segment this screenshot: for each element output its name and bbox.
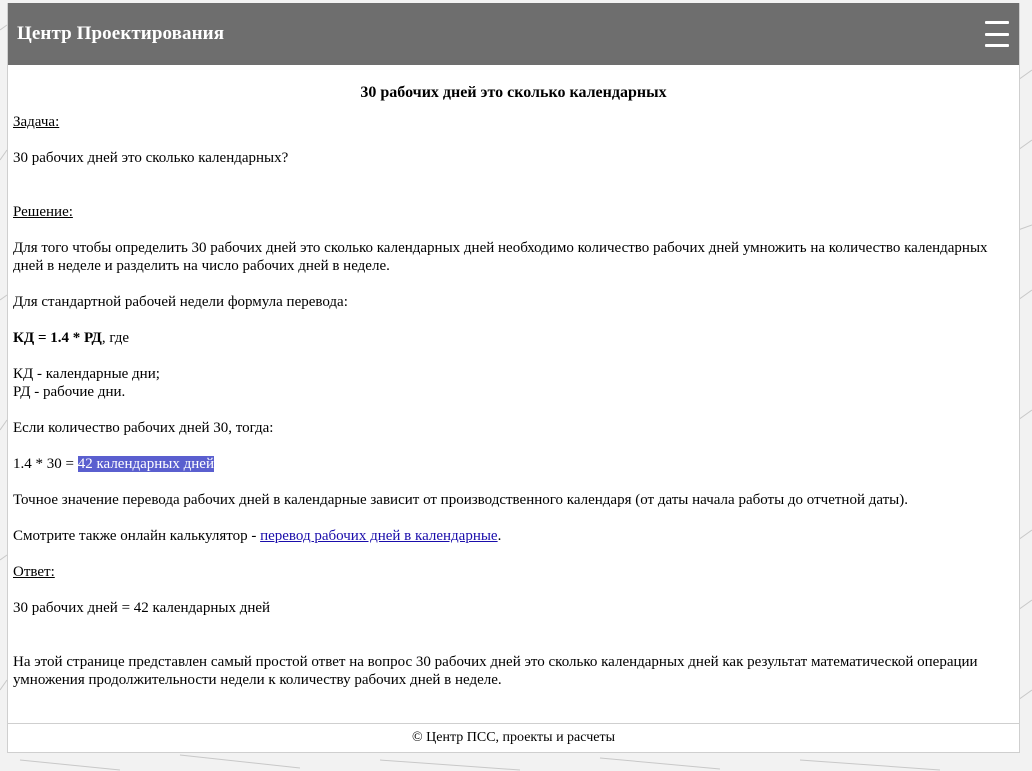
definitions (13, 365, 1014, 401)
page-frame (7, 3, 1020, 753)
task-text: 30 рабочих дней это сколько календарных? (13, 150, 289, 166)
footer-copyright: © Центр ПСС, проекты и расчеты (412, 730, 615, 745)
formula-suffix: , где (101, 330, 130, 346)
solution-label: Решение: (13, 204, 73, 220)
summary-paragraph: На этой странице представлен самый простой ответ на вопрос 30 рабочих дней это сколько календарных дней как результат математической операции умножения продолжительности недели к количеству рабочих дней в неделе. (13, 654, 978, 688)
formula-bold: КД = 1.4 * РД (13, 330, 102, 346)
calc-result-highlight[interactable]: 42 календарных дней (77, 456, 214, 472)
menu-bar (985, 33, 1009, 36)
site-footer (8, 723, 1019, 746)
see-also-line (13, 527, 1014, 545)
calc-prefix: 1.4 * 30 = (13, 456, 78, 472)
calculator-link[interactable]: перевод рабочих дней в календарные (260, 528, 498, 544)
if-condition: Если количество рабочих дней 30, тогда: (13, 420, 274, 436)
site-header (8, 3, 1019, 65)
site-brand[interactable]: Центр Проектирования (17, 23, 225, 44)
exact-note: Точное значение перевода рабочих дней в календарные зависит от производственного календаря (от даты начала работы до отчетной даты). (13, 492, 908, 508)
formula-line (13, 329, 1014, 347)
solution-paragraph: Для того чтобы определить 30 рабочих дней это сколько календарных дней необходимо количество рабочих дней умножить на количество календарных дней в неделе и разделить на число рабочих дней в неделе. (13, 240, 988, 274)
page-title: 30 рабочих дней это сколько календарных (360, 84, 667, 101)
definition-kd: КД - календарные дни; (13, 366, 160, 382)
hamburger-menu-icon[interactable] (985, 18, 1009, 50)
formula-intro: Для стандартной рабочей недели формула перевода: (13, 294, 348, 310)
menu-bar (985, 44, 1009, 47)
task-label: Задача: (13, 114, 60, 130)
see-also-prefix: Смотрите также онлайн калькулятор - (13, 528, 261, 544)
calculation-line (13, 455, 1014, 473)
menu-bar (985, 21, 1009, 24)
answer-label: Ответ: (13, 564, 55, 580)
see-also-suffix: . (497, 528, 502, 544)
article-content (8, 84, 1019, 689)
definition-rd: РД - рабочие дни. (13, 384, 126, 400)
answer-text: 30 рабочих дней = 42 календарных дней (13, 600, 271, 616)
